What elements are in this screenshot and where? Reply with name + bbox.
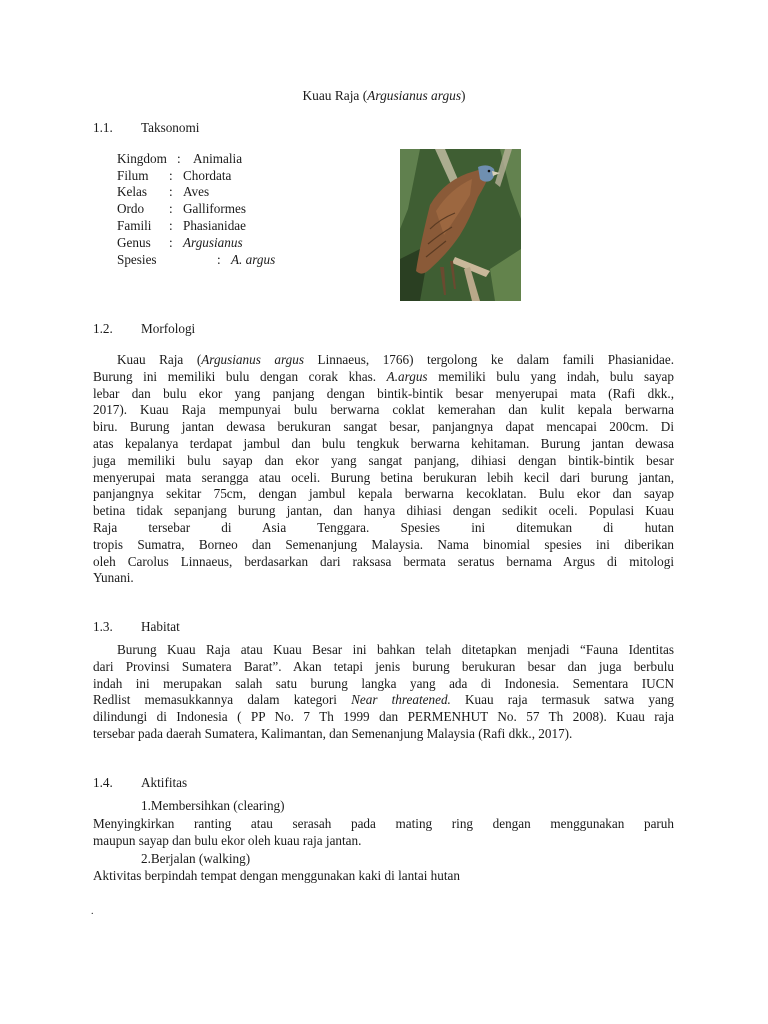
section-heading-morfologi: 1.2. Morfologi: [93, 321, 196, 336]
taxonomy-row: Filum : Chordata: [117, 168, 232, 183]
taxonomy-row: Spesies : A. argus: [117, 252, 276, 267]
taxonomy-row: Genus : Argusianus: [117, 235, 243, 250]
taxonomy-row: Famili : Phasianidae: [117, 218, 246, 233]
section-heading-habitat: 1.3. Habitat: [93, 619, 180, 634]
activity-desc-clearing: Menyingkirkan ranting atau serasah pada mating ring dengan menggunakan paruh maupun sayap dan bulu ekor oleh kuau raja jantan.: [93, 816, 674, 848]
trailing-dot: .: [91, 906, 94, 917]
argus-pheasant-photo: [400, 149, 521, 301]
paragraph-morfologi: Kuau Raja (Argusianus argus Linnaeus, 1766) tergolong ke dalam famili Phasianidae. Burung ini memiliki bulu dengan corak khas. A.argus memiliki bulu yang indah, bulu sayap lebar dan bulu ekor yang panjang dengan bintik-bintik besar menyerupai mata (Rafi dkk., 2017). Kuau Raja mempunyai bulu berwarna coklat kemerahan dan kulit kepala berwarna biru. Burung jantan dewasa berukuran sangat besar, panjangnya dapat mencapai 200cm. Di atas kepalanya terdapat jambul dan bulu tengkuk berwarna kehitaman. Burung jantan dewasa juga memiliki bulu sayap dan ekor yang sangat panjang, dihiasi dengan bintik-bintik besar menyerupai mata serangga atau oceli. Burung betina berukuran lebih kecil dari burung jantan, panjangnya sekitar 75cm, dengan jambul kepala berwarna kecoklatan. Bulu ekor dan sayap betina tidak sepanjang burung jantan, dan hanya dihiasi dengan sedikit oceli. Populasi Kuau Raja tersebar di Asia Tenggara. Spesies ini ditemukan di hutan tropis Sumatra, Borneo dan Semenanjung Malaysia. Nama binomial spesies ini diberikan oleh Carolus Linnaeus, berdasarkan dari raksasa bermata seratus bernama Argus di mitologi Yunani.: [93, 352, 675, 586]
paragraph-habitat: Burung Kuau Raja atau Kuau Besar ini bahkan telah ditetapkan menjadi “Fauna Identitas dari Provinsi Sumatera Barat”. Akan tetapi jenis burung berukuran besar dan juga berbulu indah ini merupakan salah satu burung langka yang ada di Indonesia. Sementara IUCN Redlist memasukkannya dalam kategori Near threatened. Kuau raja termasuk satwa yang dilindungi di Indonesia ( PP No. 7 Th 1999 dan PERMENHUT No. 57 Th 2008). Kuau raja tersebar pada daerah Sumatera, Kalimantan, dan Semenanjung Malaysia (Rafi dkk., 2017).: [93, 642, 675, 741]
section-heading-aktifitas: 1.4. Aktifitas: [93, 775, 188, 790]
activity-desc-walking: Aktivitas berpindah tempat dengan menggunakan kaki di lantai hutan: [93, 868, 460, 883]
taxonomy-row: Kingdom : Animalia: [117, 151, 243, 166]
taxonomy-row: Ordo : Galliformes: [117, 201, 246, 216]
activity-item-clearing: 1.Membersihkan (clearing): [141, 798, 285, 813]
taxonomy-row: Kelas : Aves: [117, 184, 210, 199]
activity-item-walking: 2.Berjalan (walking): [141, 851, 251, 866]
document-title: Kuau Raja (Argusianus argus): [302, 88, 466, 103]
section-heading-taksonomi: 1.1. Taksonomi: [93, 120, 200, 135]
